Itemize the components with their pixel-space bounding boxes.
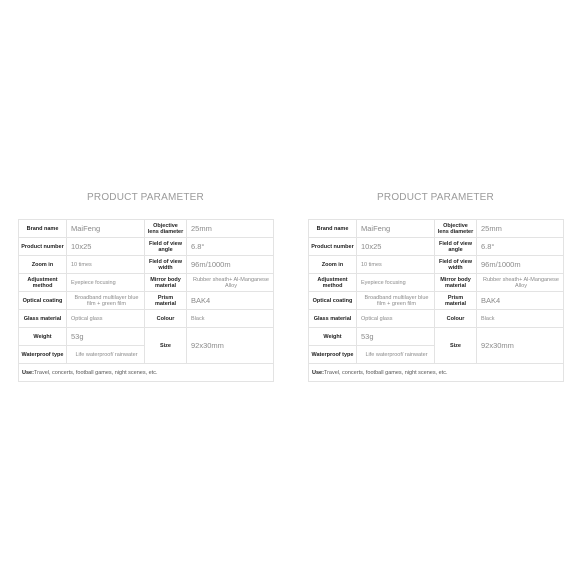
use-label: Use: [22,369,34,376]
weight-value: 53g [67,328,145,346]
use-label: Use: [312,369,324,376]
zoom-in-label: Zoom in [309,256,357,274]
weight-value: 53g [357,328,435,346]
field-width-value: 96m/1000m [477,256,564,274]
prism-label: Prism material [145,292,187,310]
field-angle-value: 6.8° [187,238,274,256]
table-row [19,220,274,238]
table-row [19,274,274,292]
product-number-value: 10x25 [67,238,145,256]
size-value: 92x30mm [187,328,274,364]
field-angle-value: 6.8° [477,238,564,256]
coating-value: Broadband multilayer blue film + green film [357,292,435,310]
product-number-value: 10x25 [357,238,435,256]
coating-value: Broadband multilayer blue film + green film [67,292,145,310]
adjustment-value: Eyepiece focusing [357,274,435,292]
prism-value: BAK4 [477,292,564,310]
panel-title: PRODUCT PARAMETER [377,192,494,203]
prism-label: Prism material [435,292,477,310]
table-row [309,292,564,310]
table-row [309,256,564,274]
table-row [309,310,564,328]
table-row [19,328,274,346]
adjustment-label: Adjustment method [19,274,67,292]
table-row [309,328,564,346]
field-width-value: 96m/1000m [187,256,274,274]
brand-name-value: MaiFeng [357,220,435,238]
size-value: 92x30mm [477,328,564,364]
table-row [19,256,274,274]
parameter-table [308,219,564,382]
glass-label: Glass material [19,310,67,328]
product-number-label: Product number [19,238,67,256]
glass-value: Optical glass [67,310,145,328]
brand-name-label: Brand name [309,220,357,238]
brand-name-value: MaiFeng [67,220,145,238]
mirror-label: Mirror body material [145,274,187,292]
zoom-in-value: 10 times [67,256,145,274]
zoom-in-label: Zoom in [19,256,67,274]
field-angle-label: Field of view angle [435,238,477,256]
table-row [309,274,564,292]
panel-title: PRODUCT PARAMETER [87,192,204,203]
size-label: Size [435,328,477,364]
colour-label: Colour [435,310,477,328]
use-text: Travel, concerts, football games, night scenes, etc. [33,369,158,376]
table-row [19,364,274,382]
objective-lens-label: Objective lens diameter [145,220,187,238]
objective-lens-value: 25mm [477,220,564,238]
waterproof-label: Waterproof type [309,346,357,364]
colour-value: Black [477,310,564,328]
prism-value: BAK4 [187,292,274,310]
coating-label: Optical coating [19,292,67,310]
parameter-table [18,219,274,382]
use-row [309,364,564,382]
adjustment-value: Eyepiece focusing [67,274,145,292]
table-row [19,238,274,256]
table-row [19,310,274,328]
table-row [309,238,564,256]
use-row [19,364,274,382]
objective-lens-label: Objective lens diameter [435,220,477,238]
table-row [309,364,564,382]
mirror-label: Mirror body material [435,274,477,292]
weight-label: Weight [19,328,67,346]
field-width-label: Field of view width [435,256,477,274]
brand-name-label: Brand name [19,220,67,238]
glass-label: Glass material [309,310,357,328]
parameter-panel-left [18,192,273,382]
field-width-label: Field of view width [145,256,187,274]
coating-label: Optical coating [309,292,357,310]
colour-value: Black [187,310,274,328]
mirror-value: Rubber sheath+ Al-Manganese Alloy [187,274,274,292]
zoom-in-value: 10 times [357,256,435,274]
field-angle-label: Field of view angle [145,238,187,256]
parameter-panel-right [308,192,563,382]
objective-lens-value: 25mm [187,220,274,238]
mirror-value: Rubber sheath+ Al-Manganese Alloy [477,274,564,292]
table-row [19,292,274,310]
waterproof-value: Life waterproof/ rainwater [67,346,145,364]
glass-value: Optical glass [357,310,435,328]
use-text: Travel, concerts, football games, night scenes, etc. [323,369,448,376]
weight-label: Weight [309,328,357,346]
adjustment-label: Adjustment method [309,274,357,292]
size-label: Size [145,328,187,364]
colour-label: Colour [145,310,187,328]
product-number-label: Product number [309,238,357,256]
waterproof-value: Life waterproof/ rainwater [357,346,435,364]
table-row [309,220,564,238]
waterproof-label: Waterproof type [19,346,67,364]
